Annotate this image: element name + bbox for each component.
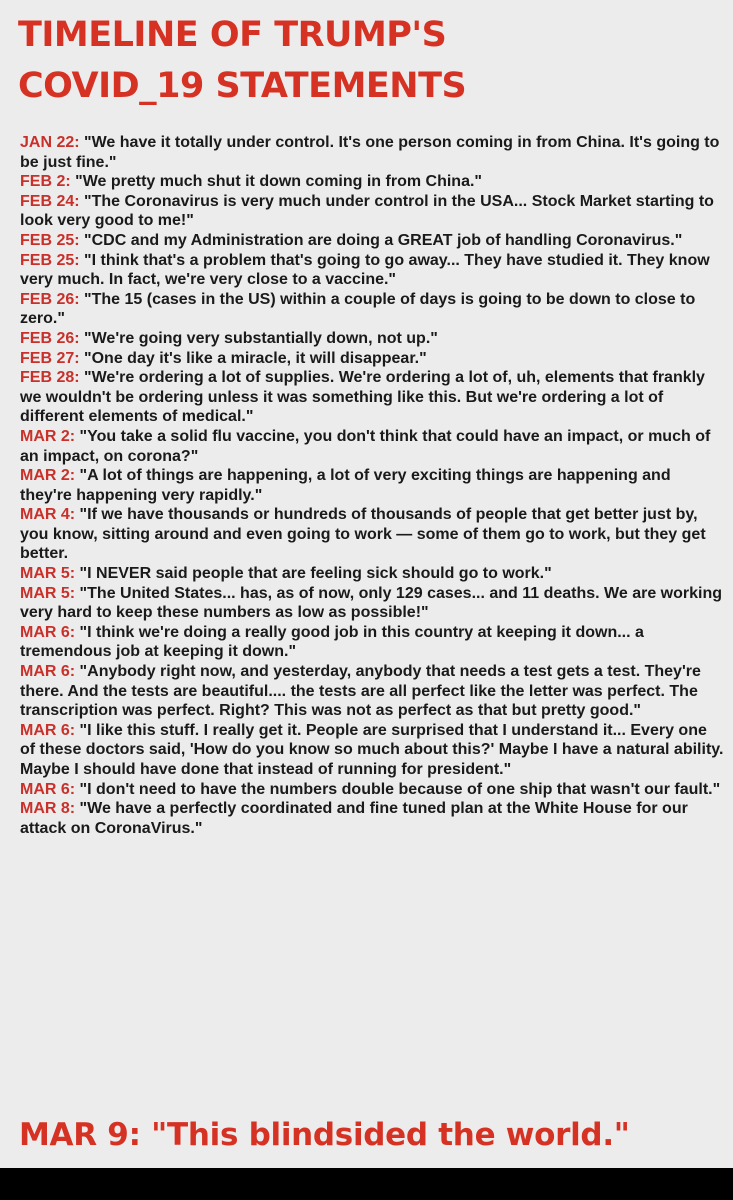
statement-date: FEB 26: [20,290,80,308]
statement-quote: "We have it totally under control. It's one person coming in from China. It's going to be just fine." [20,134,720,171]
statement-list [20,133,726,838]
statement-date: FEB 26: [20,329,80,347]
statement-quote: "We're ordering a lot of supplies. We're ordering a lot of, uh, elements that frankly we wouldn't be ordering unless it was something like this. But we're ordering a lot of different elements of medical." [20,369,705,426]
statement-date: MAR 6: [20,780,76,798]
statement-item [20,662,726,721]
statement-item [20,290,726,329]
bottom-bar [0,1168,733,1200]
statement-item [20,799,726,838]
statement-date: MAR 6: [20,663,76,681]
statement-item [20,584,726,623]
statement-item [20,192,726,231]
statement-item [20,349,726,369]
statement-item [20,231,726,251]
final-statement: MAR 9: "This blindsided the world." [19,1117,630,1153]
statement-date: MAR 5: [20,565,76,583]
statement-quote: "If we have thousands or hundreds of thousands of people that get better just by, you know, sitting around and even going to work — some of them go to work, but they get better. [20,506,706,563]
statement-date: FEB 2: [20,173,71,191]
statement-item [20,368,726,427]
statement-quote: "We're going very substantially down, not up." [79,329,438,347]
statement-date: MAR 2: [20,427,76,445]
statement-quote: "We pretty much shut it down coming in from China." [70,173,482,191]
title-line-1: TIMELINE OF TRUMP'S [18,15,447,55]
statement-date: FEB 28: [20,369,80,387]
statement-quote: "I like this stuff. I really get it. People are surprised that I understand it... Every one of these doctors said, 'How do you know so much about this?' Maybe I have a natural ability. Maybe I should have done that instead of running for president." [20,721,724,778]
statement-item [20,251,726,290]
statement-item [20,721,726,780]
statement-date: FEB 24: [20,192,80,210]
page-title [18,10,466,112]
statement-item [20,505,726,564]
statement-item [20,133,726,172]
statement-quote: "The United States... has, as of now, only 129 cases... and 11 deaths. We are working very hard to keep these numbers as low as possible!" [20,584,723,622]
statement-date: MAR 4: [20,506,76,524]
statement-item [20,427,726,466]
statement-quote: "I think that's a problem that's going to go away... They have studied it. They know very much. In fact, we're very close to a vaccine." [20,251,710,289]
title-line-2: COVID_19 STATEMENTS [18,66,467,106]
statement-quote: "We have a perfectly coordinated and fine tuned plan at the White House for our attack on CoronaVirus." [20,800,688,837]
statement-item [20,623,726,662]
statement-item [20,780,726,800]
statement-date: JAN 22: [20,134,80,151]
statement-quote: "The 15 (cases in the US) within a couple of days is going to be down to close to zero." [20,290,696,328]
statement-date: FEB 25: [20,251,80,269]
statement-date: FEB 25: [20,231,80,249]
statement-quote: "CDC and my Administration are doing a GREAT job of handling Coronavirus." [79,231,683,249]
statement-date: FEB 27: [20,349,80,367]
statement-quote: "Anybody right now, and yesterday, anybody that needs a test gets a test. They're there. And the tests are beautiful.... the tests are all perfect like the letter was perfect. The transcription was perfect. Right? This was not as perfect as that but pretty good." [20,663,701,720]
statement-item [20,564,726,584]
statement-quote: "I think we're doing a really good job in this country at keeping it down... a tremendous job at keeping it down." [20,623,644,661]
statement-quote: "I NEVER said people that are feeling sick should go to work." [75,565,552,583]
statement-quote: "The Coronavirus is very much under control in the USA... Stock Market starting to look very good to me!" [20,192,714,230]
statement-date: MAR 6: [20,721,76,739]
statement-item [20,329,726,349]
statement-item [20,172,726,192]
statement-date: MAR 5: [20,584,76,602]
statement-date: MAR 6: [20,623,76,641]
statement-quote: "You take a solid flu vaccine, you don't think that could have an impact, or much of an impact, on corona?" [20,427,711,465]
statement-quote: "One day it's like a miracle, it will disappear." [79,349,427,367]
statement-quote: "A lot of things are happening, a lot of very exciting things are happening and they're happening very rapidly." [20,467,671,504]
statement-date: MAR 8: [20,800,76,818]
statement-quote: "I don't need to have the numbers double because of one ship that wasn't our fault." [75,780,721,798]
statement-date: MAR 2: [20,467,76,485]
statement-item [20,466,726,505]
